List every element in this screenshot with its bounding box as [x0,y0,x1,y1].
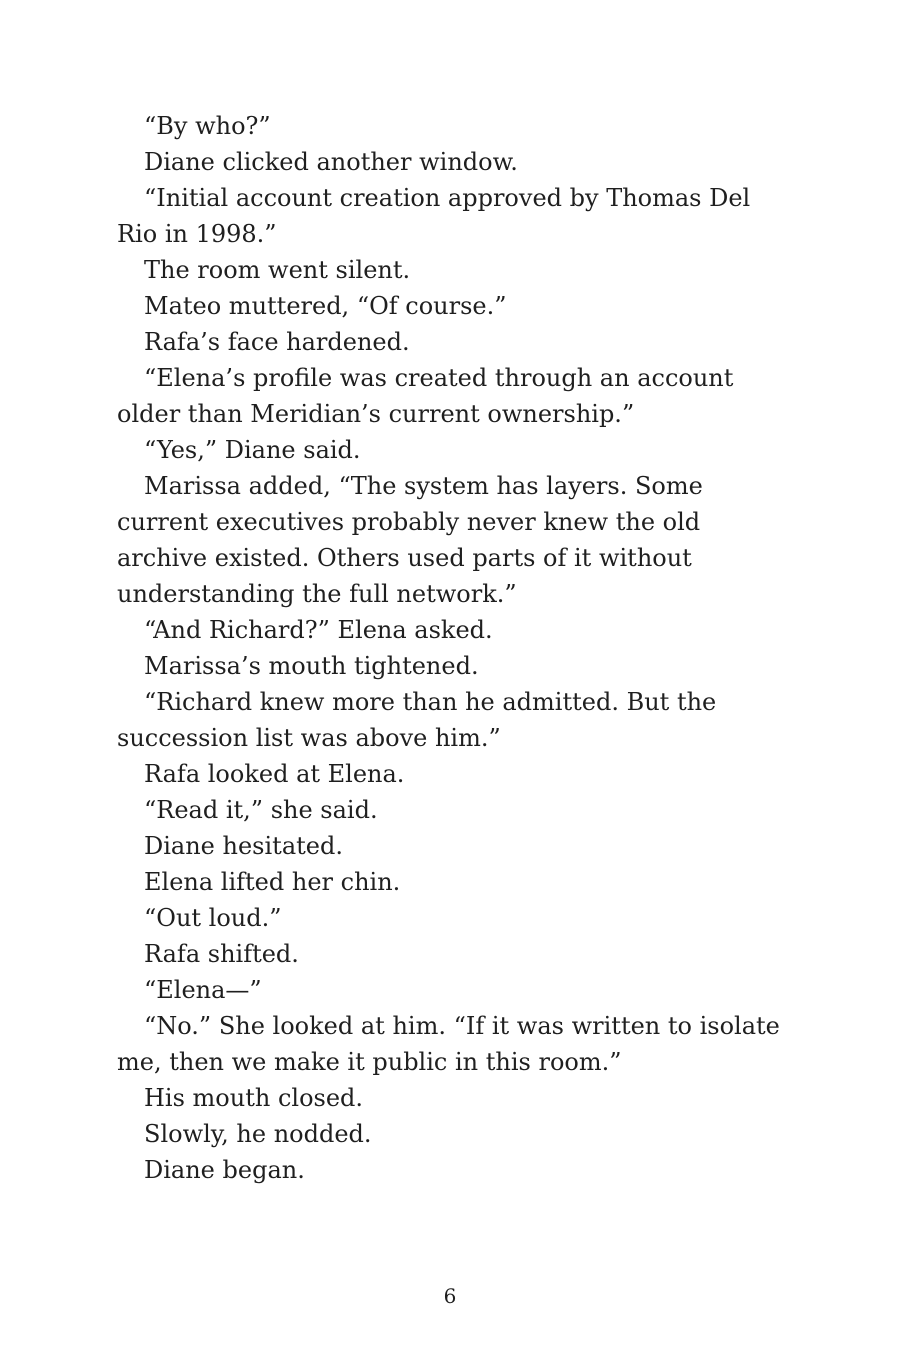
paragraph: Mateo muttered, “Of course.” [144,292,507,320]
paragraph: “Out loud.” [144,904,282,932]
paragraph: “Read it,” she said. [144,796,378,824]
paragraph: The room went silent. [144,256,411,284]
paragraph: Rafa shifted. [144,940,299,968]
paragraph: His mouth closed. [144,1084,364,1112]
paragraph: “By who?” [144,112,271,140]
paragraph: Slowly, he nodded. [144,1120,372,1148]
paragraph: “Yes,” Diane said. [144,436,361,464]
paragraph: Diane hesitated. [144,832,343,860]
paragraph: “And Richard?” Elena asked. [144,616,493,644]
paragraph: Marissa’s mouth tightened. [144,652,479,680]
paragraph: “Elena—” [144,976,262,1004]
paragraph: Marissa added, “The system has layers. Some current executives probably never knew the old archive existed. Others used parts of it without understanding the full network.” [117,472,703,608]
paragraph: Rafa looked at Elena. [144,760,405,788]
paragraph: “Richard knew more than he admitted. But the succession list was above him.” [117,688,717,752]
paragraph: “No.” She looked at him. “If it was written to isolate me, then we make it public in this room.” [117,1012,780,1076]
paragraph: Rafa’s face hardened. [144,328,410,356]
paragraph: “Initial account creation approved by Thomas Del Rio in 1998.” [117,184,751,248]
paragraph: “Elena’s profile was created through an account older than Meridian’s current ownership.” [117,364,734,428]
page-number: 6 [443,1284,457,1308]
paragraph: Diane clicked another window. [144,148,518,176]
paragraph: Elena lifted her chin. [144,868,401,896]
body-text [117,108,793,1188]
paragraph: Diane began. [144,1156,305,1184]
